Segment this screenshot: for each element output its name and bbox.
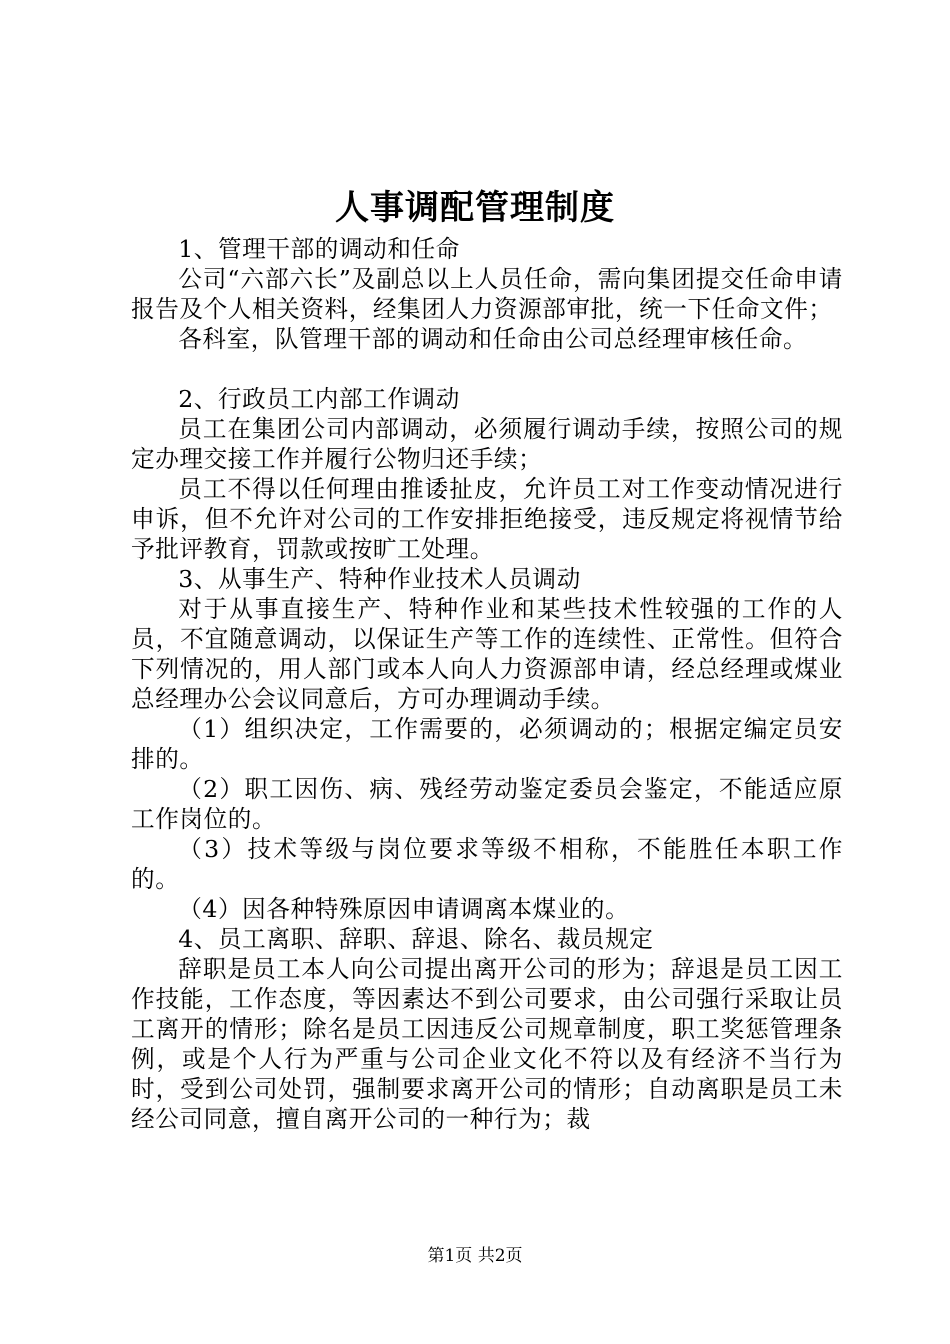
document-title: 人事调配管理制度 bbox=[335, 188, 615, 228]
list-item: （4）因各种特殊原因申请调离本煤业的。 bbox=[178, 895, 630, 923]
paragraph: 辞职是员工本人向公司提出离开公司的形为；辞退是员工因工作技能，工作态度，等因素达不到公司要求，由公司强行采取让员工离开的情形；除名是员工因违反公司规章制度，职工奖惩管理条例，或是个人行为严重与公司企业文化不符以及有经济不当行为时，受到公司处罚，强制要求离开公司的情形；自动离职是员工未经公司同意，擅自离开公司的一种行为；裁 bbox=[131, 955, 843, 1133]
document-body bbox=[131, 234, 843, 1134]
page-footer: 第1页 共2页 bbox=[427, 1246, 523, 1266]
paragraph: 员工不得以任何理由推诿扯皮，允许员工对工作变动情况进行申诉，但不允许对公司的工作安排拒绝接受，违反规定将视情节给予批评教育，罚款或按旷工处理。 bbox=[131, 475, 843, 563]
list-item: （2）职工因伤、病、残经劳动鉴定委员会鉴定，不能适应原工作岗位的。 bbox=[131, 775, 843, 833]
section-heading-1: 1、管理干部的调动和任命 bbox=[178, 235, 460, 263]
paragraph: 公司“六部六长”及副总以上人员任命，需向集团提交任命申请报告及个人相关资料，经集团人力资源部审批，统一下任命文件； bbox=[131, 265, 843, 323]
section-heading-4: 4、员工离职、辞职、辞退、除名、裁员规定 bbox=[178, 925, 654, 953]
list-item: （1）组织决定，工作需要的，必须调动的；根据定编定员安排的。 bbox=[131, 715, 843, 773]
paragraph: 对于从事直接生产、特种作业和某些技术性较强的工作的人员，不宜随意调动，以保证生产等工作的连续性、正常性。但符合下列情况的，用人部门或本人向人力资源部申请，经总经理或煤业总经理办公会议同意后，方可办理调动手续。 bbox=[131, 595, 843, 713]
paragraph: 各科室，队管理干部的调动和任命由公司总经理审核任命。 bbox=[178, 325, 808, 353]
paragraph: 员工在集团公司内部调动，必须履行调动手续，按照公司的规定办理交接工作并履行公物归还手续； bbox=[131, 415, 843, 473]
section-heading-2: 2、行政员工内部工作调动 bbox=[178, 385, 460, 413]
list-item: （3）技术等级与岗位要求等级不相称，不能胜任本职工作的。 bbox=[131, 835, 843, 893]
paragraph-gap bbox=[131, 354, 843, 384]
section-heading-3: 3、从事生产、特种作业技术人员调动 bbox=[178, 565, 581, 593]
